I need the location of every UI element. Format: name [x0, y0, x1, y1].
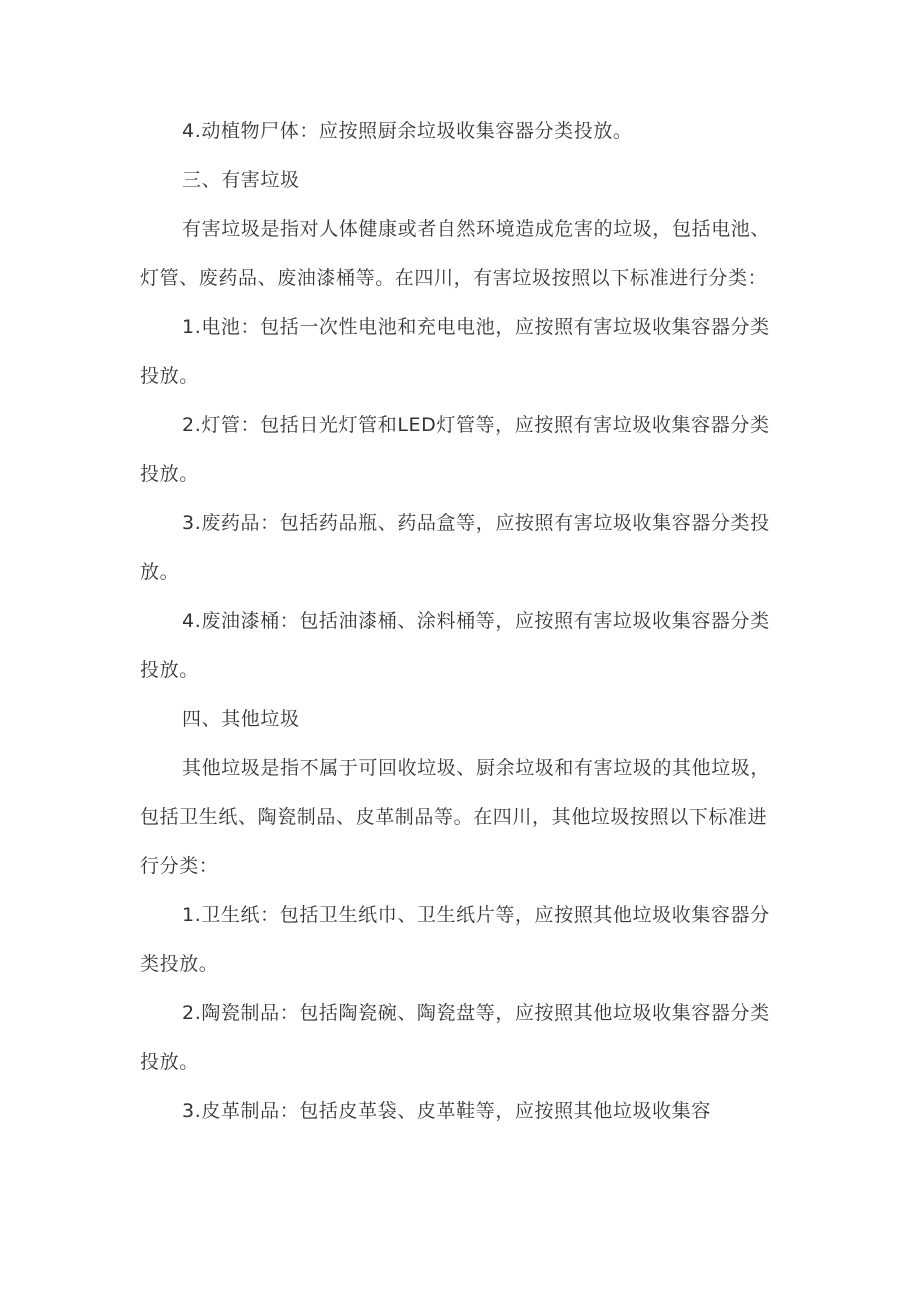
paragraph-other-leather: 3.皮革制品：包括皮革袋、皮革鞋等，应按照其他垃圾收集容 [182, 1100, 711, 1122]
paragraph-hazardous-medicine: 3.废药品：包括药品瓶、药品盒等，应按照有害垃圾收集容器分类投放。 [140, 512, 770, 583]
paragraph-other-tissue: 1.卫生纸：包括卫生纸巾、卫生纸片等，应按照其他垃圾收集容器分类投放。 [140, 904, 770, 975]
paragraph-other-ceramics: 2.陶瓷制品：包括陶瓷碗、陶瓷盘等，应按照其他垃圾收集容器分类投放。 [140, 1002, 770, 1073]
paragraph-item-4-carcass: 4.动植物尸体：应按照厨余垃圾收集容器分类投放。 [182, 120, 633, 142]
section-heading-other-waste: 四、其他垃圾 [182, 708, 300, 730]
paragraph-hazardous-battery: 1.电池：包括一次性电池和充电电池，应按照有害垃圾收集容器分类投放。 [140, 316, 770, 387]
section-heading-hazardous-waste: 三、有害垃圾 [182, 169, 300, 191]
paragraph-hazardous-paint-bucket: 4.废油漆桶：包括油漆桶、涂料桶等，应按照有害垃圾收集容器分类投放。 [140, 610, 770, 681]
paragraph-hazardous-intro: 有害垃圾是指对人体健康或者自然环境造成危害的垃圾，包括电池、灯管、废药品、废油漆桶等。在四川，有害垃圾按照以下标准进行分类： [140, 218, 771, 289]
paragraph-hazardous-lamp: 2.灯管：包括日光灯管和LED灯管等，应按照有害垃圾收集容器分类投放。 [140, 414, 770, 485]
paragraph-other-intro: 其他垃圾是指不属于可回收垃圾、厨余垃圾和有害垃圾的其他垃圾，包括卫生纸、陶瓷制品、皮革制品等。在四川，其他垃圾按照以下标准进行分类： [140, 757, 771, 877]
